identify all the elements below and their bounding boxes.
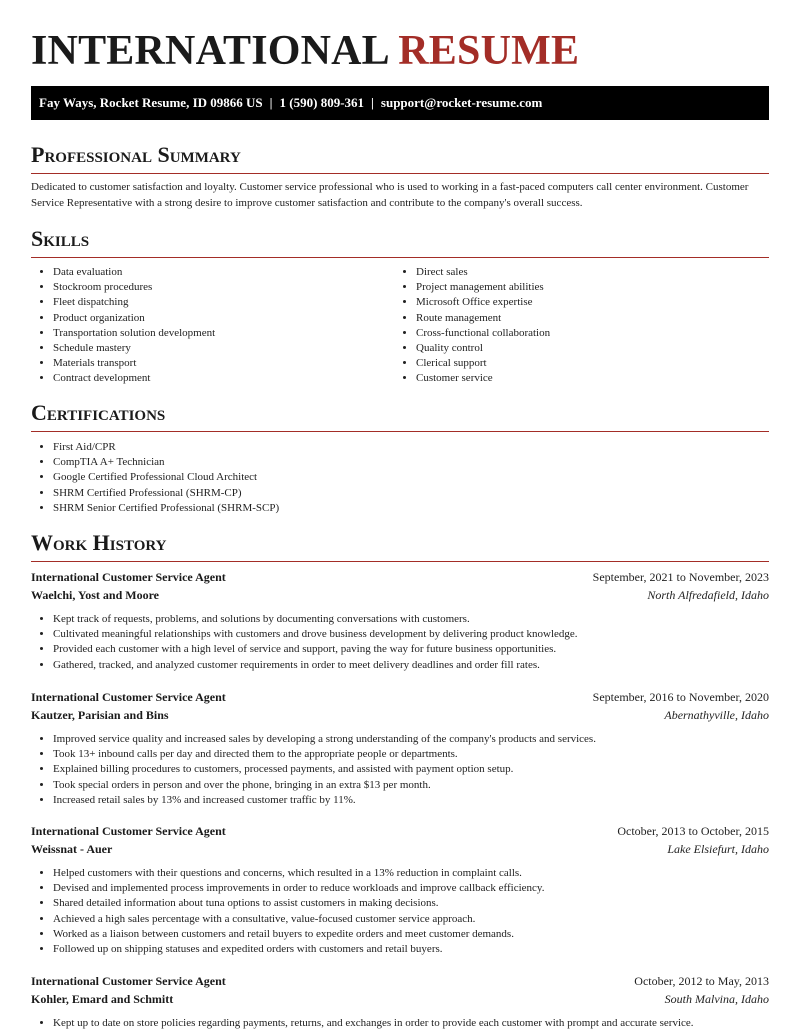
list-item: • Route management — [416, 311, 786, 326]
contact-separator: | — [269, 95, 273, 110]
job-dates: September, 2016 to November, 2020 — [592, 690, 769, 704]
job-title: International Customer Service Agent — [31, 824, 226, 838]
list-item: • Product organization — [53, 311, 393, 326]
skills-list-right — [394, 265, 786, 387]
contact-email: support@rocket-resume.com — [380, 95, 543, 110]
list-item: • Microsoft Office expertise — [416, 295, 786, 310]
job-bullets — [31, 1016, 791, 1031]
skills-list-left — [31, 265, 393, 387]
skills-heading: Skills — [31, 226, 769, 258]
contact-separator: | — [371, 95, 374, 110]
job-title: International Customer Service Agent — [31, 690, 226, 704]
list-item: • Kept up to date on store policies regarding payments, returns, and exchanges in order to provide each customer with prompt and accurate service. — [53, 1016, 791, 1031]
job-dates: September, 2021 to November, 2023 — [592, 570, 769, 584]
certifications-heading: Certifications — [31, 400, 769, 432]
list-item: • Google Certified Professional Cloud Architect — [53, 470, 753, 485]
contact-name-address: Fay Ways, Rocket Resume, ID 09866 US — [39, 95, 263, 110]
contact-phone: 1 (590) 809-361 — [279, 95, 365, 110]
job-dates: October, 2013 to October, 2015 — [617, 824, 769, 838]
list-item: • Contract development — [53, 371, 393, 386]
list-item: • Worked as a liaison between customers and retail buyers to expedite orders and meet customer demands. — [53, 927, 791, 942]
list-item: • Devised and implemented process improvements in order to reduce workloads and improve callback efficiency. — [53, 881, 791, 896]
list-item: • Helped customers with their questions and concerns, which resulted in a 13% reduction in complaint calls. — [53, 866, 791, 881]
resume-title — [31, 26, 579, 76]
list-item: • Kept track of requests, problems, and solutions by documenting conversations with customers. — [53, 612, 791, 627]
job-company: Waelchi, Yost and Moore — [31, 588, 159, 602]
list-item: • Cultivated meaningful relationships with customers and drove business development by delivering product knowledge. — [53, 627, 791, 642]
list-item: • Transportation solution development — [53, 326, 393, 341]
list-item: • Materials transport — [53, 356, 393, 371]
job-location: Abernathyville, Idaho — [664, 708, 769, 722]
job-company: Kautzer, Parisian and Bins — [31, 708, 169, 722]
list-item: • Took 13+ inbound calls per day and directed them to the appropriate people or departments. — [53, 747, 791, 762]
title-main: INTERNATIONAL — [31, 28, 388, 74]
list-item: • CompTIA A+ Technician — [53, 455, 753, 470]
job-title: International Customer Service Agent — [31, 570, 226, 584]
list-item: • Quality control — [416, 341, 786, 356]
list-item: • Schedule mastery — [53, 341, 393, 356]
list-item: • Gathered, tracked, and analyzed customer requirements in order to meet delivery deadlines and order fill rates. — [53, 658, 791, 673]
work-history-heading: Work History — [31, 530, 769, 562]
list-item: • SHRM Certified Professional (SHRM-CP) — [53, 486, 753, 501]
list-item: • Data evaluation — [53, 265, 393, 280]
summary-heading: Professional Summary — [31, 142, 769, 174]
job-company: Weissnat - Auer — [31, 842, 113, 856]
job-title: International Customer Service Agent — [31, 974, 226, 988]
summary-text: Dedicated to customer satisfaction and loyalty. Customer service professional who is used to working in a fast-paced computers call center environment. Customer Service Representative with a strong desire to improve customer satisfaction and contribute to the company's overall success. — [31, 181, 749, 209]
job-bullets — [31, 866, 791, 957]
list-item: • First Aid/CPR — [53, 440, 753, 455]
list-item: • SHRM Senior Certified Professional (SHRM-SCP) — [53, 501, 753, 516]
list-item: • Took special orders in person and over the phone, bringing in an extra $13 per month. — [53, 778, 791, 793]
certifications-list — [31, 440, 753, 516]
list-item: • Cross-functional collaboration — [416, 326, 786, 341]
list-item: • Followed up on shipping statuses and expedited orders with customers and retail buyers. — [53, 942, 791, 957]
job-bullets — [31, 612, 791, 673]
job-bullets — [31, 732, 791, 808]
job-location: North Alfredafield, Idaho — [647, 588, 769, 602]
job-location: Lake Elsiefurt, Idaho — [667, 842, 769, 856]
list-item: • Direct sales — [416, 265, 786, 280]
job-dates: October, 2012 to May, 2013 — [634, 974, 769, 988]
list-item: • Explained billing procedures to customers, processed payments, and assisted with payment option setup. — [53, 762, 791, 777]
list-item: • Project management abilities — [416, 280, 786, 295]
list-item: • Clerical support — [416, 356, 786, 371]
list-item: • Achieved a high sales percentage with a consultative, value-focused customer service approach. — [53, 912, 791, 927]
list-item: • Customer service — [416, 371, 786, 386]
job-location: South Malvina, Idaho — [664, 992, 769, 1006]
list-item: • Fleet dispatching — [53, 295, 393, 310]
title-accent: RESUME — [398, 28, 580, 74]
list-item: • Provided each customer with a high level of service and support, paving the way for future business opportunities. — [53, 642, 791, 657]
list-item: • Shared detailed information about tuna options to assist customers in making decisions. — [53, 896, 791, 911]
contact-bar — [31, 86, 769, 120]
list-item: • Increased retail sales by 13% and increased customer traffic by 11%. — [53, 793, 791, 808]
job-company: Kohler, Emard and Schmitt — [31, 992, 174, 1006]
list-item: • Improved service quality and increased sales by developing a strong understanding of the company's products and services. — [53, 732, 791, 747]
list-item: • Stockroom procedures — [53, 280, 393, 295]
